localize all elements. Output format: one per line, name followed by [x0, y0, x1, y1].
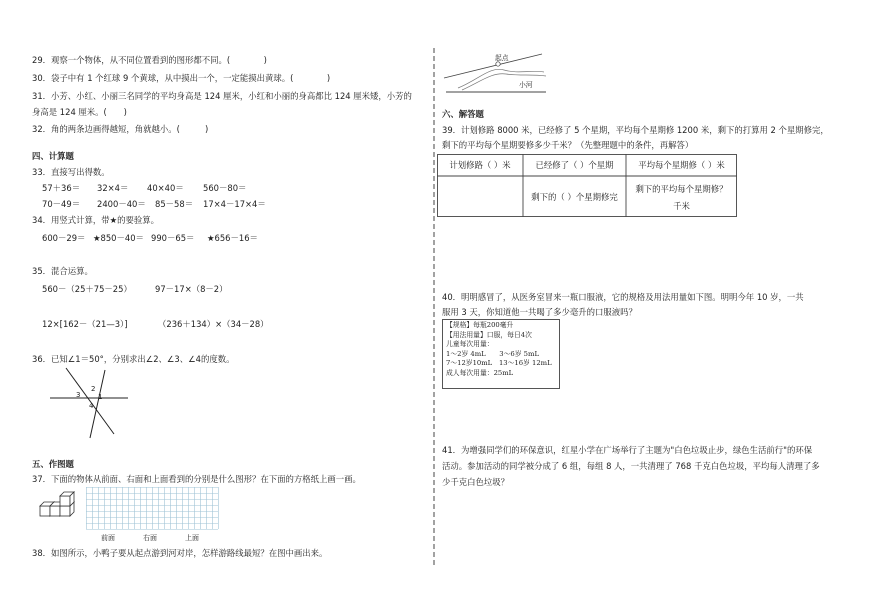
q33-item: 85－58＝	[155, 199, 194, 209]
q33-item: 17×4－17×4＝	[203, 199, 266, 209]
med-line: 7～12岁10mL 13～16岁 12mL	[446, 359, 552, 368]
q33-item: 57＋36＝	[42, 183, 81, 193]
med-line: 儿童每次用量：	[446, 340, 494, 349]
question-37: 37．下面的物体从前面、右面和上面看到的分别是什么图形？在下面的方格纸上画一画。	[32, 474, 361, 484]
q35-item: 97－17×（8－2）	[155, 284, 228, 294]
medicine-label-box	[442, 319, 560, 389]
angle-label-3: 3	[76, 391, 81, 399]
q35-item: 560－（25＋75－25）	[42, 284, 132, 294]
med-line: 【规格】每瓶200毫升	[446, 321, 514, 329]
question-32: 32．角的两条边画得越短，角就越小。( )	[32, 124, 209, 134]
question-36: 36．已知∠1＝50°，分别求出∠2、∠3、∠4的度数。	[32, 354, 235, 364]
section-4-heading: 四、计算题	[32, 151, 74, 161]
q35-item: 12×[162－（21—3）]	[42, 319, 128, 329]
question-39-line1: 39．计划修路 8000 米，已经修了 5 个星期，平均每个星期修 1200 米，剩下的打算用 2 个星期修完，	[442, 125, 829, 135]
table-cell-remaining-avg: 剩下的平均每个星期修？	[635, 184, 728, 194]
question-40-line2: 服用 3 天，你知道他一共喝了多少毫升的口服液吗？	[442, 307, 637, 317]
view-label-top: 上面	[185, 534, 199, 542]
angle-label-1: 1	[98, 393, 103, 401]
q34-item: 600－29＝	[42, 233, 86, 243]
question-31-line1: 31．小芳、小红、小丽三名同学的平均身高是 124 厘米，小红和小丽的身高都比 124 厘米矮，小芳的	[32, 91, 412, 101]
question-41-line3: 少千克白色垃圾？	[442, 477, 509, 487]
med-line: 【用法用量】口服，每日4次	[446, 330, 532, 339]
question-41-line2: 活动。参加活动的同学被分成了 6 组，每组 8 人，一共清理了 768 千克白色垃圾，平均每人清理了多	[442, 461, 820, 471]
column-divider	[433, 48, 437, 568]
question-39-line2: 剩下的平均每个星期要修多少千米？（先整理题中的条件，再解答）	[442, 140, 694, 150]
q34-item: ★656－16＝	[207, 233, 258, 243]
question-41-line1: 41．为增强同学们的环保意识，红星小学在广场举行了主题为"白色垃圾止步，绿色生活前行"的环保	[442, 445, 813, 455]
q33-item: 70－49＝	[42, 199, 81, 209]
q33-item: 560－80＝	[203, 183, 247, 193]
view-label-right: 右面	[143, 534, 157, 542]
question-31-line2: 身高是 124 厘米。( )	[32, 107, 127, 117]
question-40-line1: 40．明明感冒了，从医务室冒来一瓶口服液，它的规格及用法用量如下图。明明今年 10 岁，一共	[442, 292, 804, 302]
question-34: 34．用竖式计算，带★的要验算。	[32, 215, 160, 225]
question-35: 35．混合运算。	[32, 266, 93, 276]
q33-item: 2400－40＝	[97, 199, 146, 209]
q35-item: （236＋134）×（34－28）	[158, 319, 269, 329]
river-label: 小河	[519, 81, 533, 89]
question-30: 30．袋子中有 1 个红球 9 个黄球，从中摸出一个，一定能摸出黄球。( )	[32, 73, 331, 83]
table-cell-remaining[interactable]: 剩下的（ ）个星期修完	[531, 192, 618, 202]
q34-item: 990－65＝	[151, 233, 195, 243]
question-38: 38．如图所示，小鸭子要从起点游到河对岸，怎样游路线最短？在图中画出来。	[32, 548, 328, 558]
med-line: 1～2岁 4mL 3～6岁 5mL	[446, 349, 539, 358]
med-line: 成人每次用量：25mL	[446, 368, 514, 377]
angle-label-2: 2	[91, 385, 96, 393]
river-start-label: 起点	[495, 54, 509, 62]
q34-item: ★850－40＝	[93, 233, 144, 243]
question-29: 29．观察一个物体，从不同位置看到的图形都不同。( )	[32, 55, 267, 65]
table-header-plan: 计划修路（ ）米	[449, 160, 511, 170]
table-cell-unit: 千米	[673, 201, 690, 211]
question-33: 33．直接写出得数。	[32, 167, 110, 177]
angle-label-4: 4	[89, 402, 94, 410]
table-header-done: 已经修了（ ）个星期	[535, 160, 614, 170]
q33-item: 32×4＝	[97, 183, 129, 193]
table-header-avg: 平均每个星期修（ ）米	[638, 160, 725, 170]
q33-item: 40×40＝	[147, 183, 184, 193]
view-label-front: 前面	[101, 534, 115, 542]
cube-object	[38, 497, 84, 523]
grid-paper[interactable]	[86, 487, 220, 531]
section-6-heading: 六、解答题	[442, 109, 484, 119]
section-5-heading: 五、作图题	[32, 459, 74, 469]
